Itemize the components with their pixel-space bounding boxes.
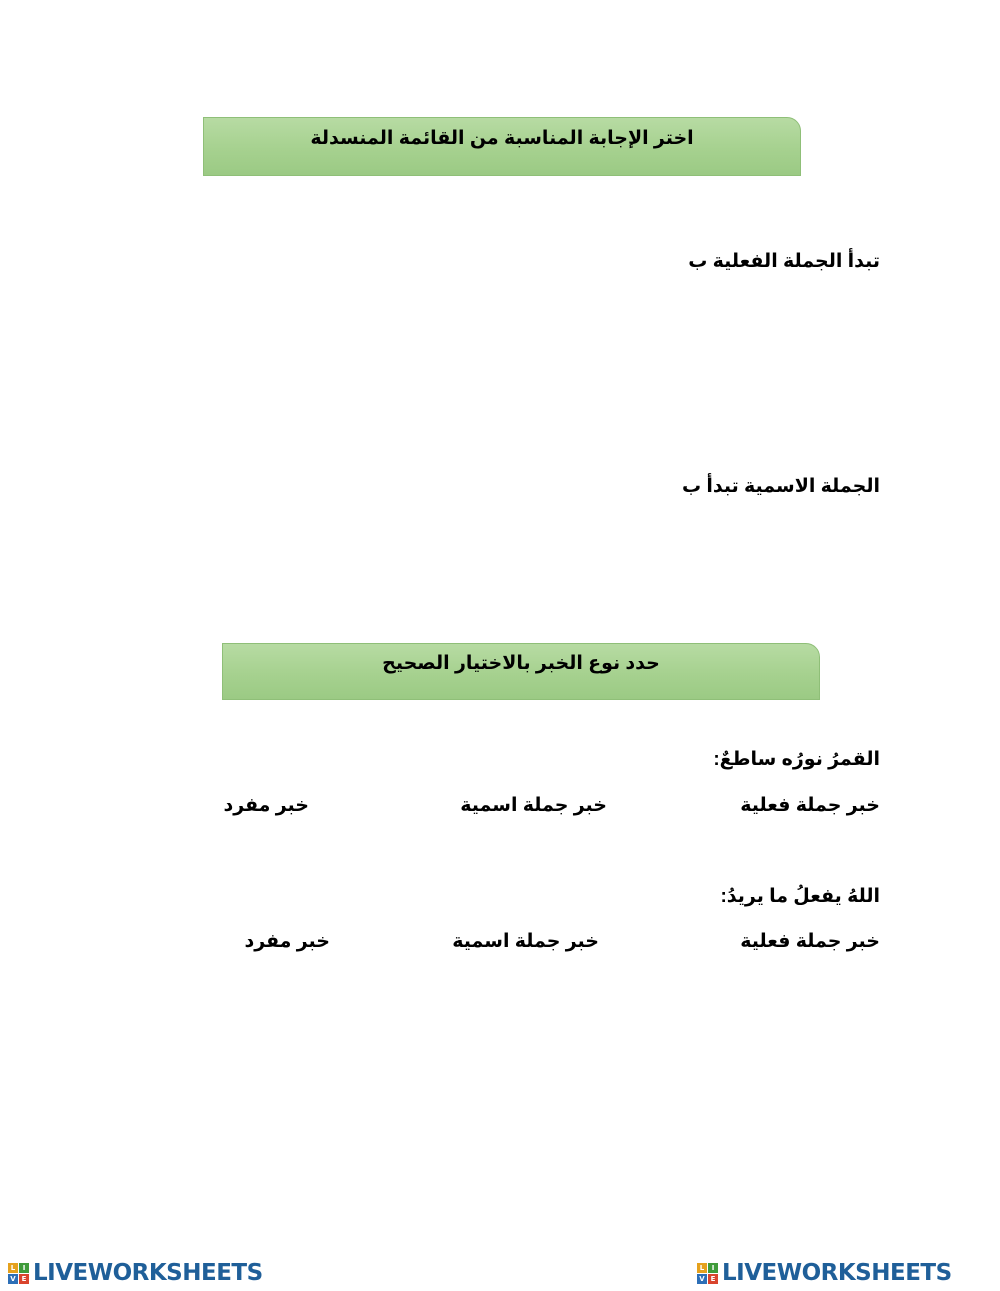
section-2-title-banner <box>222 643 820 700</box>
question-nominal-sentence: الجملة الاسمية تبدأ ب <box>681 476 880 497</box>
logo-mark-letter: L <box>8 1263 18 1273</box>
section-1-title-banner <box>203 117 801 176</box>
logo-text: LIVEWORKSHEETS <box>33 1260 263 1286</box>
logo-mark-letter: L <box>697 1263 707 1273</box>
logo-mark-letter: V <box>697 1274 707 1284</box>
option-single-khabar[interactable]: خبر مفرد <box>223 795 309 816</box>
section-2-title: حدد نوع الخبر بالاختيار الصحيح <box>382 653 660 674</box>
liveworksheets-logo-right <box>697 1260 952 1286</box>
logo-mark-icon <box>697 1263 718 1284</box>
logo-mark-letter: V <box>8 1274 18 1284</box>
logo-text: LIVEWORKSHEETS <box>722 1260 952 1286</box>
logo-mark-letter: I <box>19 1263 29 1273</box>
liveworksheets-logo-left <box>8 1260 263 1286</box>
question-verbal-sentence: تبدأ الجملة الفعلية ب <box>688 251 880 272</box>
option-nominal-khabar[interactable]: خبر جملة اسمية <box>460 795 607 816</box>
sentence-allah: اللهُ يفعلُ ما يريدُ: <box>720 886 880 907</box>
logo-mark-letter: I <box>708 1263 718 1273</box>
logo-mark-letter: E <box>19 1274 29 1284</box>
option-single-khabar[interactable]: خبر مفرد <box>244 931 330 952</box>
option-verbal-khabar[interactable]: خبر جملة فعلية <box>740 795 880 816</box>
section-1-title: اختر الإجابة المناسبة من القائمة المنسدلة <box>310 128 694 149</box>
sentence-moon: القمرُ نورُه ساطعٌ: <box>713 749 880 770</box>
logo-mark-letter: E <box>708 1274 718 1284</box>
logo-mark-icon <box>8 1263 29 1284</box>
option-nominal-khabar[interactable]: خبر جملة اسمية <box>452 931 599 952</box>
option-verbal-khabar[interactable]: خبر جملة فعلية <box>740 931 880 952</box>
